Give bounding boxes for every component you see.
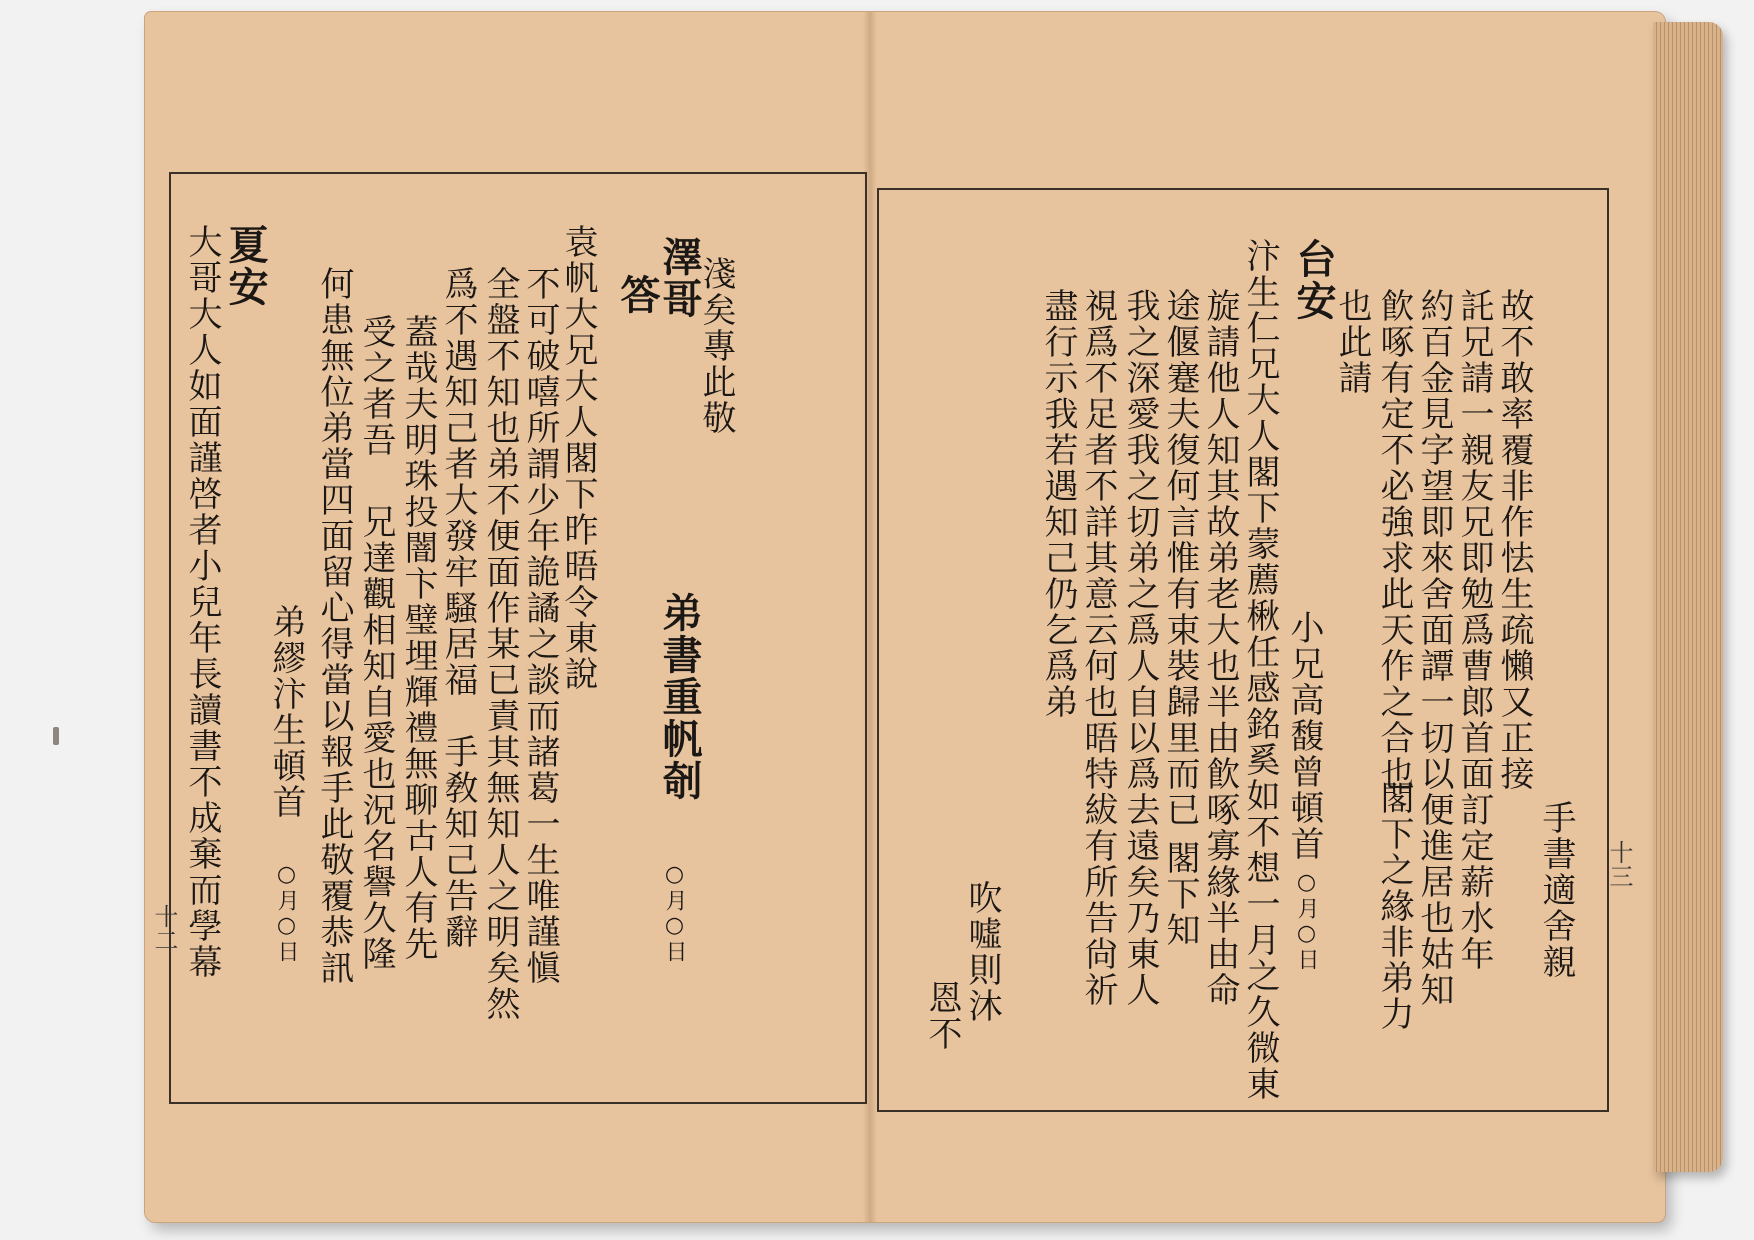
right-column-10: ○月○日 [1294,870,1319,972]
book-page-edges [1653,22,1723,1172]
left-column-13: 兄達觀相知自愛也況名譽久隆 [356,504,396,972]
right-column-2: 手書適舍親 [1536,800,1576,980]
left-column-7: 不可破嘻所謂少年詭譎之談而諸葛一生唯謹愼 [520,266,560,986]
left-column-16: 弟繆汴生頓首 [266,604,306,820]
right-column-9: 小兄高馥曾頓首 [1284,610,1324,862]
right-column-11: 汴生仁兄大人閣下蒙薦楸任感銘奚如不想一月之久微東 [1240,238,1280,1102]
right-column-15: 我之深愛我之切弟之爲人自以爲去遠矣乃東人 [1120,288,1160,1008]
left-column-4: 弟書重帆剞 [656,592,703,802]
left-column-12: 受之者吾 [356,314,396,458]
right-column-18: 吹噓則沐 [962,880,1002,1024]
left-page-frame [150,172,867,1104]
left-column-10: 手敎知己告辭 [438,734,478,950]
right-folio: 十三 [1605,840,1633,888]
right-column-16: 視爲不足者不詳其意云何也晤特紱有所告尙祈 [1078,288,1118,1008]
left-folio: 十二 [150,904,178,952]
right-column-1: 故不敢率覆非作怯生疏懶又正接 [1494,288,1534,792]
left-column-17: ○月○日 [274,862,299,964]
left-column-11: 蓋哉夫明珠投闇卞璧埋輝禮無聊古人有先 [398,314,438,962]
open-book [145,12,1665,1222]
left-column-5: ○月○日 [662,862,687,964]
left-column-14: 何患無位弟當四面留心得當以報手此敬覆恭訊 [314,266,354,986]
left-column-18: 大哥大人如面謹啓者小兒年長讀書不成棄而學幕 [182,224,222,980]
right-column-13: 途偃蹇夫復何言惟有束裝歸里而已 [1160,288,1200,828]
right-column-17: 盡行示我若遇知己仍乞爲弟 [1038,288,1078,720]
right-column-5: 飮啄有定不必強求此天作之合也 [1374,288,1414,792]
right-column-7: 也此請 [1332,288,1372,396]
right-page-frame [877,188,1633,1112]
left-column-6: 袁帆大兄大人閣下昨晤令東說 [558,224,598,692]
right-column-12: 旋請他人知其故弟老大也半由飮啄寡緣半由命 [1200,288,1240,1008]
left-column-15: 夏安 [222,224,269,308]
left-column-2: 澤哥 [656,236,703,320]
left-column-3: 答 [614,274,661,316]
right-column-19: 恩不 [922,980,962,1052]
right-column-8: 台安 [1290,238,1337,322]
right-column-6: 閣下之緣非弟力 [1374,780,1414,1032]
scan-artifact [53,727,59,745]
right-column-14: 閣下知 [1160,840,1200,948]
right-column-4: 約百金見字望即來舍面譚一切以便進居也姑知 [1414,288,1454,1008]
right-column-3: 託兄請一親友兄即勉爲曹郎首面訂定薪水年 [1454,288,1494,972]
left-column-9: 爲不遇知己者大發牢騷居福 [438,266,478,698]
left-column-8: 全盤不知也弟不便面作某已責其無知人之明矣然 [480,266,520,1022]
left-column-1: 淺矣專此敬 [696,256,736,436]
